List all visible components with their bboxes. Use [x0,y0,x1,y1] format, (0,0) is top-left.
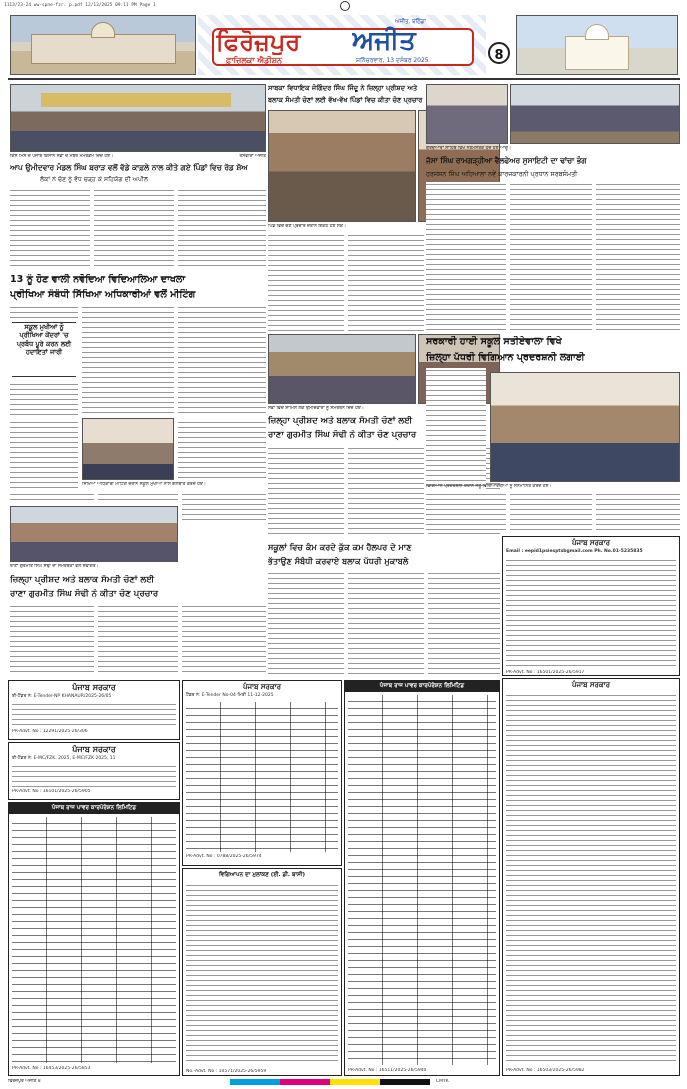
s2-body-col3 [178,305,266,417]
ad3-table [12,817,176,1063]
ad8-body [506,693,676,1065]
s7-body-col3 [596,182,680,332]
s4-headline2: ਬਲਾਕ ਸੰਮਤੀ ਚੋਣਾਂ ਲਈ ਵੱਖ-ਵੱਖ ਪਿੰਡਾਂ ਵਿਚ ਕੀਤਾ ਚੋਣ ਪ੍ਰਚਾਰ [268,96,423,104]
ad8-panel [502,678,680,1076]
ad1-line1: ਈ-ਟੈਂਡਰ ਨੰ: E-Tender-NP KHANAUR/2025-26/05 [12,694,112,699]
s5-caption: ਸਭਾ ਵਿਚ ਸ਼ਾਮਿਲ ਲੋਕ ਉਮੀਦਵਾਰਾਂ ਨੂੰ ਸਮਰਥਨ ਦਿੰਦੇ ਹੋਏ। [268,406,364,411]
s2-headline: 13 ਨੂੰ ਹੋਣ ਵਾਲੀ ਨਵੋਦਿਆ ਵਿਦਿਆਲਿਆ ਦਾਖਲਾ [10,274,186,285]
s1-body-col3 [178,188,266,270]
s1-caption: ਕਿਸ ਮਿਸ ਦੇ ਪੰਜਾਬ ਕਿਸਾਨ ਸਭਾ ਦੇ ਮੈਂਬਰ ਮੈਮੋਰੰਡਮ ਦਿੰਦੇ ਹੋਏ। [10,154,114,159]
s1-body-col2 [94,188,174,270]
ad3-ref: PR-Advt. No : 16453/2025-26/5853 [12,1066,91,1071]
s7-headline: ਜੱਸਾ ਸਿੰਘ ਰਾਮਗੜ੍ਹੀਆ ਵੈਲਫੇਅਰ ਸੁਸਾਇਟੀ ਦਾ ਢਾਂਚਾ ਭੰਗ [426,156,587,165]
s7-body-col2 [510,182,592,332]
s8-caption: ਵਿਗਿਆਨ ਪ੍ਰਦਰਸ਼ਨੀ ਦੌਰਾਨ ਜੇਤੂ ਵਿਦਿਆਰਥੀਆਂ ਨੂੰ ਸਨਮਾਨਿਤ ਕਰਦੇ ਹੋਏ। [426,484,552,489]
s2-body-col1b [10,382,78,417]
ad2-panel [8,742,180,800]
s2-photo [82,418,174,480]
s5-headline: ਜ਼ਿਲ੍ਹਾ ਪ੍ਰੀਸ਼ਦ ਅਤੇ ਬਲਾਕ ਸੰਮਤੀ ਚੋਣਾਂ ਲਈ [268,416,413,426]
s5-body-col1 [268,446,344,538]
s2-body-bottom3 [182,492,266,522]
ad4-line1: ਟੈਂਡਰ ਨੰ: E-Tender No-04 ਮਿਤੀ 11-12-2025 [186,693,274,698]
s1-photo [10,84,266,152]
ad6-table [348,695,496,1065]
s8-body-col3 [510,492,592,532]
dome-shape [91,22,115,38]
s3-caption: ਰਾਣਾ ਗੁਰਮੀਤ ਸਿੰਘ ਸੋਢੀ ਦਾ ਸਮਰਥਕਾਂ ਵਲੋਂ ਸਵਾਗਤ। [10,564,99,569]
s5-body-col2 [348,446,424,538]
gurdwara-dome [585,24,609,40]
s2-body-col3b [178,420,266,480]
ad7-ref: PR-Advt. No : 16501/2025-26/5917 [506,670,585,675]
s2-headline2: ਪ੍ਰੀਖਿਆ ਸੰਬੰਧੀ ਸਿੱਖਿਆ ਅਧਿਕਾਰੀਆਂ ਵਲੋਂ ਮੀਟਿੰਗ [10,289,196,300]
s7-photo1 [426,84,508,144]
s7-photo2 [510,84,680,144]
s2-body-col1 [10,305,78,319]
masthead-brand-small: ਅਜੀਤ, ਬਠਿੰਡਾ [395,19,426,25]
ad2-heading: ਪੰਜਾਬ ਸਰਕਾਰ [72,745,116,754]
masthead-photo-right [516,15,678,75]
print-imprint: 1113/23-24 ww-spne-fzr. p.pdf 12/13/2025 09:11 PM Page 1 [4,3,156,8]
s8-body-col4 [596,492,680,532]
s8-headline2: ਜ਼ਿਲ੍ਹਾ ਪੱਧਰੀ ਵਿਗਿਆਨ ਪ੍ਰਦਰਸ਼ਨੀ ਲਗਾਈ [426,352,585,363]
s3-body-col2 [98,604,178,676]
ad3-heading: ਪੰਜਾਬ ਰਾਜ ਪਾਵਰ ਕਾਰਪੋਰੇਸ਼ਨ ਲਿਮਿਟਿਡ [9,803,179,814]
page-number: 8 [494,48,504,63]
ad5-heading: ਵਿਗਿਆਪਨ ਦਾ ਮੁਲਾਂਕਣ (ਈ. ਡੀ. ਬਾਸੀ) [218,872,306,878]
s1-banner [41,93,231,107]
page-number-badge [488,42,510,64]
s6-body-col3 [428,571,500,675]
masthead-subtitle: ਫ਼ਾਜ਼ਿਲਕਾ ਐਡੀਸ਼ਨ [226,56,283,65]
s1-headline: ਆਪ ਉਮੀਦਵਾਰ ਮੰਡਲ ਸਿੰਘ ਬਰਾੜ ਵਲੋਂ ਵੱਡੇ ਕਾਫ਼ਲੇ ਨਾਲ ਕੀਤੇ ਗਏ ਪਿੰਡਾਂ ਵਿਚ ਰੋਡ ਸ਼ੋਅ [10,163,248,172]
s1-body-col1 [10,188,90,270]
masthead-title-left: ਫਿਰੋਜ਼ਪੁਰ [216,27,301,55]
ad2-body [12,764,176,788]
ad6-panel [344,680,500,1076]
s3-headline2: ਰਾਣਾ ਗੁਰਮੀਤ ਸਿੰਘ ਸੋਢੀ ਨੇ ਕੀਤਾ ਚੋਣ ਪ੍ਰਚਾਰ [10,589,159,599]
s4-headline: ਸਾਬਕਾ ਵਿਧਾਇਕ ਜੋਗਿੰਦਰ ਸਿੰਘ ਜਿੰਦੂ ਨੇ ਜ਼ਿਲ੍ਹਾ ਪ੍ਰੀਸ਼ਦ ਅਤੇ [268,84,418,92]
footer-colorbar [230,1079,430,1085]
s5-headline2: ਰਾਣਾ ਗੁਰਮੀਤ ਸਿੰਘ ਸੋਢੀ ਨੇ ਕੀਤਾ ਚੋਣ ਪ੍ਰਚਾਰ [268,430,417,440]
s5-photo [268,334,416,404]
s8-body-col1 [426,368,486,490]
s4-caption: ਪਿੰਡ ਵਿਚ ਚੋਣ ਪ੍ਰਚਾਰ ਦੌਰਾਨ ਇਕੱਠੇ ਹੋਏ ਲੋਕ। [268,224,347,229]
s4-body-col1 [268,233,344,331]
ad4-heading: ਪੰਜਾਬ ਸਰਕਾਰ [242,683,281,691]
s2-body-col1c [10,420,78,490]
s6-body-col1 [268,571,344,675]
s2-body-bottom2 [98,492,178,504]
ad6-ref: PR-Advt. No : 16511/2025-26/5940 [348,1068,427,1073]
s2-body-bottom1 [10,492,94,504]
masthead-date: ਸ਼ਨਿੱਚਰਵਾਰ, 13 ਦਸੰਬਰ 2025 [356,57,429,64]
footer-left: ਫਿਰੋਜ਼ਪੁਰ ਅਜੀਤ 8 [8,1079,41,1084]
ad5-body [186,883,338,1065]
ad4-table [186,702,338,852]
ad1-panel [8,680,180,740]
ad2-ref: PR-Advt. No : 16101/2025-26/5905 [12,789,91,794]
s7-subhead: ਹਰਜਸ਼ਨ ਸਿੰਘ ਅਹਿਆਲਾ ਨਵੇਂ ਕਾਰਜਕਾਰਨੀ ਪ੍ਰਧਾਨ ਸਰਬਸੰਮਤੀ [426,170,578,178]
s6-body-col2 [348,571,424,675]
s1-caption-credit: ਤਸਵੀਰਾਂ ਅਜੀਤ [239,154,266,159]
s3-body-col1 [10,604,94,676]
ad7-body [506,558,676,668]
s6-headline: ਸਕੂਲਾਂ ਵਿਚ ਕੰਮ ਕਰਦੇ ਕੁੱਕ ਕਮ ਹੈਲਪਰ ਦੇ ਮਾਣ [268,542,412,552]
s2-caption: ਸਿੱਖਿਆ ਅਧਿਕਾਰੀ ਮੀਟਿੰਗ ਦੌਰਾਨ ਸਕੂਲ ਮੁਖੀਆਂ ਨਾਲ ਗੱਲਬਾਤ ਕਰਦੇ ਹੋਏ। [82,482,206,487]
masthead-title-right: ਅਜੀਤ [352,26,416,56]
s7-body-col1 [426,182,506,332]
ad5-ref: No.-Advt. No : 10571/2025-26/5959 [186,1069,267,1074]
s2-body-col2 [82,305,174,417]
footer-colorbar-label: CMYK [436,1079,449,1084]
s3-photo [10,506,178,562]
ad8-heading: ਪੰਜਾਬ ਸਰਕਾਰ [571,681,610,689]
s3-body-col3 [182,604,266,676]
s7-caption: ਗੁਰਦੁਆਰਾ ਸਾਹਿਬ ਵਿਖੇ ਨਤਮਸਤਕ ਹੁੰਦੇ ਹੋਏ ਆਗੂ। [426,146,512,151]
s4-photo [268,110,416,222]
s8-headline: ਸਰਕਾਰੀ ਹਾਈ ਸਕੂਲ ਸਤੀਏਵਾਲਾ ਵਿਖੇ [426,336,562,347]
masthead-photo-left [10,15,196,75]
s3-headline: ਜ਼ਿਲ੍ਹਾ ਪ੍ਰੀਸ਼ਦ ਅਤੇ ਬਲਾਕ ਸੰਮਤੀ ਚੋਣਾਂ ਲਈ [10,575,155,585]
ad7-panel [502,536,680,676]
s6-headline2: ਭੱਤਾਉਣ ਸੰਬੰਧੀ ਕਰਵਾਏ ਬਲਾਕ ਪੱਧਰੀ ਮੁਕਾਬਲੇ [268,556,409,566]
ad8-ref: PR-Advt. No : 16503/2025-26/5982 [506,1068,585,1073]
s4-body-col2 [348,233,424,331]
ad1-body [12,702,176,728]
ad6-heading: ਪੰਜਾਬ ਰਾਜ ਪਾਵਰ ਕਾਰਪੋਰੇਸ਼ਨ ਲਿਮਿਟਿਡ [345,681,499,692]
ad4-ref: PR-Advt. No : 0788/2025-26/5974 [186,854,262,859]
s8-body-col2 [426,492,506,532]
masthead-rule [8,78,680,80]
gurdwara-shape [565,36,629,70]
s1-subhead: ਲੋਕਾਂ ਨੇ ਚੋਣ ਨੂੰ ਵੱਧ ਚੜ੍ਹ ਕੇ ਸਹਿਯੋਗ ਦੀ ਅਪੀਲ [40,176,149,183]
registration-mark-top [340,1,350,11]
ad5-panel [182,868,342,1076]
ad1-heading: ਪੰਜਾਬ ਸਰਕਾਰ [72,683,116,692]
ad2-line1: ਈ-ਟੈਂਡਰ ਨੰ: E-MC/FZK. 2025, E-MC/FZK 2025, 11 [12,756,116,761]
ad1-ref: PR-Advt. No : 12291/2025-26/306 [12,729,88,734]
ad7-heading: ਪੰਜਾਬ ਸਰਕਾਰ [571,539,610,547]
ad4-panel [182,680,342,866]
building-shape [31,34,176,64]
s8-photo [490,372,680,482]
ad7-email: Email : eepid1psiesptsbgmail.com Ph. No.01-5235835 [506,549,643,554]
ad3-panel [8,802,180,1076]
s2-pullquote: ਸਕੂਲ ਮੁਖੀਆਂ ਨੂੰ ਪ੍ਰੀਖਿਆ ਕੇਂਦਰਾਂ 'ਚ ਪ੍ਰਬੰਧ ਪੂਰੇ ਕਰਨ ਲਈ ਹਦਾਇਤਾਂ ਜਾਰੀ [12,322,76,377]
